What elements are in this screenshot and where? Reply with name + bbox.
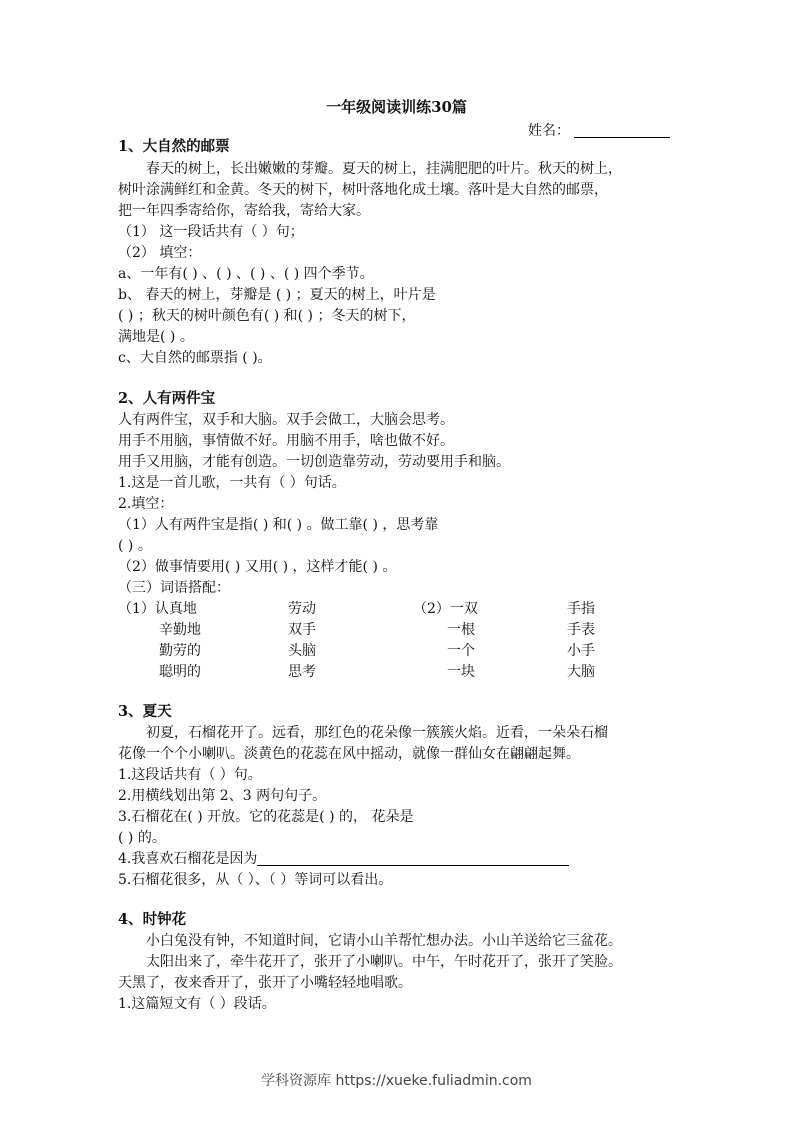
match-item: 辛勤地 (159, 622, 201, 638)
question-line: 满地是( ) 。 (118, 329, 194, 345)
match-item: （2）一双 (413, 601, 478, 617)
question-line: a、一年有( ) 、( ) 、( ) 、( ) 四个季节。 (118, 266, 374, 282)
question-text: 4.我喜欢石榴花是因为 (118, 851, 258, 867)
poem-line: 用手又用脑，才能有创造。一切创造靠劳动，劳动要用手和脑。 (118, 454, 510, 470)
match-item: 一块 (447, 664, 475, 680)
question-line: 1.这篇短文有（ ）段话。 (118, 996, 276, 1012)
question-line: （1）人有两件宝是指( ) 和( ) 。做工靠( ) ，思考靠 (118, 517, 439, 533)
question-line: c、大自然的邮票指 ( )。 (118, 350, 272, 366)
section-1-heading: 1、大自然的邮票 (118, 138, 230, 155)
question-line: 2.用横线划出第 2、3 两句句子。 (118, 788, 327, 804)
section-2-heading: 2、人有两件宝 (118, 390, 216, 407)
name-field (528, 120, 670, 140)
question-line: 2.填空： (118, 496, 174, 512)
question-line: ( ) ；秋天的树叶颜色有( ) 和( ) ；冬天的树下， (118, 308, 416, 324)
section-3-paragraph-line: 初夏，石榴花开了。远看，那红色的花朵像一簇簇火焰。近看，一朵朵石榴 (146, 725, 608, 741)
section-1-paragraph-line: 把一年四季寄给你，寄给我，寄给大家。 (118, 203, 370, 219)
match-item: （1）认真地 (118, 601, 197, 617)
match-item: 一个 (447, 643, 475, 659)
section-1-paragraph-line: 树叶涂满鲜红和金黄。冬天的树下，树叶落地化成土壤。落叶是大自然的邮票， (118, 182, 608, 198)
section-1-paragraph-line: 春天的树上，长出嫩嫩的芽瓣。夏天的树上，挂满肥肥的叶片。秋天的树上， (146, 161, 622, 177)
match-item: 一根 (447, 622, 475, 638)
match-item: 双手 (288, 622, 316, 638)
match-item: 手表 (567, 622, 595, 638)
question-line: 1.这是一首儿歌，一共有（ ）句话。 (118, 475, 346, 491)
section-4-paragraph-line: 小白兔没有钟，不知道时间，它请小山羊帮忙想办法。小山羊送给它三盆花。 (146, 933, 622, 949)
match-item: 勤劳的 (159, 643, 201, 659)
poem-line: 用手不用脑，事情做不好。用脑不用手，啥也做不好。 (118, 433, 454, 449)
match-item: 思考 (288, 664, 316, 680)
section-4-paragraph-line: 天黑了，夜来香开了，张开了小嘴轻轻地唱歌。 (118, 975, 412, 991)
question-line: ( ) 的。 (118, 830, 166, 846)
question-line: （三）词语搭配： (118, 580, 230, 596)
match-item: 聪明的 (159, 664, 201, 680)
question-line: b、 春天的树上，芽瓣是 ( ) ；夏天的树上，叶片是 (118, 287, 436, 303)
section-4-paragraph-line: 太阳出来了，牵牛花开了，张开了小喇叭。中午，午时花开了，张开了笑脸。 (146, 954, 622, 970)
question-line: （2）做事情要用( ) 又用( ) ，这样才能( ) 。 (118, 559, 397, 575)
answer-blank-line (257, 851, 569, 866)
match-item: 手指 (567, 601, 595, 617)
name-blank-line (574, 123, 670, 138)
question-line: 3.石榴花在( ) 开放。它的花蕊是( ) 的， 花朵是 (118, 809, 414, 825)
match-item: 劳动 (288, 601, 316, 617)
question-line: 1.这段话共有（ ）句。 (118, 767, 262, 783)
section-3-heading: 3、夏天 (118, 703, 172, 720)
section-4-heading: 4、时钟花 (118, 911, 187, 928)
question-line: ( ) 。 (118, 538, 152, 554)
question-line: 5.石榴花很多，从（ ）、（ ）等词可以看出。 (118, 872, 393, 888)
question-line (118, 849, 569, 869)
footer-watermark: 学科资源库 https://xueke.fuliadmin.com (261, 1073, 532, 1089)
match-item: 大脑 (567, 664, 595, 680)
name-label: 姓名： (528, 123, 570, 139)
poem-line: 人有两件宝，双手和大脑。双手会做工，大脑会思考。 (118, 412, 454, 428)
match-item: 小手 (567, 643, 595, 659)
page-title: 一年级阅读训练30篇 (326, 98, 467, 116)
question-line: （1） 这一段话共有（ ）句； (118, 224, 304, 240)
section-3-paragraph-line: 花像一个个小喇叭。淡黄色的花蕊在风中摇动，就像一群仙女在翩翩起舞。 (118, 746, 580, 762)
question-line: （2） 填空： (118, 245, 202, 261)
match-item: 头脑 (288, 643, 316, 659)
